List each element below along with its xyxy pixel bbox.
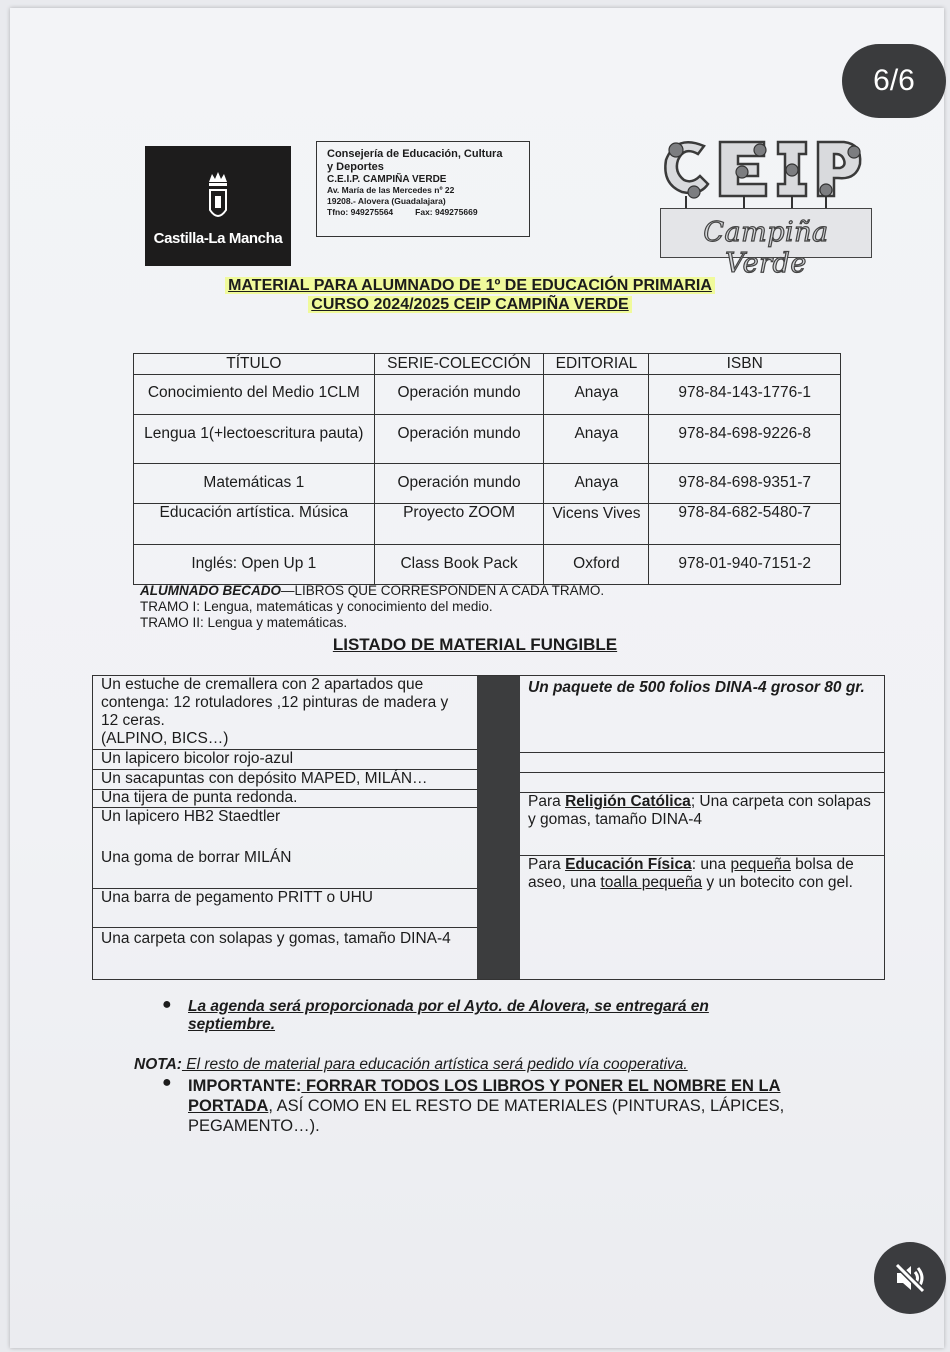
cell-isbn: 978-84-698-9226-8	[649, 415, 841, 464]
ceip-letters-graphic	[656, 132, 874, 212]
mute-button[interactable]	[874, 1242, 946, 1314]
tramo-2: TRAMO II: Lengua y matemáticas.	[140, 615, 348, 630]
list-item: (ALPINO, BICS…)	[93, 730, 477, 750]
becado-section	[140, 583, 604, 631]
castilla-la-mancha-logo	[145, 146, 291, 266]
becado-label: ALUMNADO BECADO	[140, 583, 281, 598]
list-item: Un lapicero HB2 Staedtler	[101, 808, 281, 825]
list-item-educacion-fisica: Para Educación Física: una pequeña bolsa de aseo, una toalla pequeña y un botecito con gel.	[528, 856, 854, 891]
list-item: Un sacapuntas con depósito MAPED, MILÁN…	[93, 770, 477, 790]
logo-text: Castilla-La Mancha	[153, 230, 283, 247]
speaker-muted-icon	[891, 1259, 929, 1297]
empty-cell	[520, 773, 884, 793]
nota-line: NOTA: El resto de material para educación artística será pedido vía cooperativa.	[134, 1056, 688, 1073]
cell-editorial: Anaya	[544, 375, 649, 415]
cell-editorial: Anaya	[544, 415, 649, 464]
document-title-line-2: CURSO 2024/2025 CEIP CAMPIÑA VERDE	[150, 295, 790, 314]
address-line-1: Consejería de Educación, Cultura	[327, 148, 503, 160]
school-name-logo-text: Campiña Verde	[703, 217, 829, 279]
fax: Fax: 949275669	[415, 207, 478, 217]
list-item: Una goma de borrar MILÁN	[93, 849, 477, 889]
list-item: Un lapicero bicolor rojo-azul	[93, 750, 477, 770]
cell-serie: Class Book Pack	[374, 545, 544, 585]
list-item: Una tijera de punta redonda.	[93, 790, 477, 808]
bullet-icon: ●	[162, 996, 172, 1013]
fungible-table	[92, 675, 885, 980]
tramo-1: TRAMO I: Lengua, matemáticas y conocimiento del medio.	[140, 599, 493, 614]
school-address-box	[316, 141, 530, 237]
empty-cell	[520, 753, 884, 773]
agenda-note: La agenda será proporcionada por el Ayto. de Alovera, se entregará en septiembre.	[188, 998, 709, 1033]
table-row	[134, 375, 841, 415]
column-divider	[477, 676, 520, 979]
address-line-5: 19208.- Alovera (Guadalajara)	[327, 196, 446, 206]
document-title-line-1: MATERIAL PARA ALUMNADO DE 1º DE EDUCACIÓN PRIMARIA	[150, 276, 790, 295]
col-header-isbn: ISBN	[649, 354, 841, 375]
cell-titulo: Educación artística. Música	[134, 504, 375, 545]
becado-text: —LIBROS QUE CORRESPONDEN A CADA TRAMO.	[281, 583, 605, 598]
phone: Tfno: 949275564	[327, 207, 394, 217]
cell-editorial: Anaya	[544, 464, 649, 504]
cell-serie: Proyecto ZOOM	[374, 504, 544, 545]
cell-serie: Operación mundo	[374, 415, 544, 464]
cell-titulo: Lengua 1(+lectoescritura pauta)	[134, 415, 375, 464]
list-item: Una carpeta con solapas y gomas, tamaño DINA-4	[101, 930, 451, 947]
cell-serie: Operación mundo	[374, 375, 544, 415]
col-header-serie: SERIE-COLECCIÓN	[374, 354, 544, 375]
cell-titulo: Conocimiento del Medio 1CLM	[134, 375, 375, 415]
table-row	[134, 415, 841, 464]
page-indicator: 6/6	[842, 44, 946, 118]
cell-editorial: Vicens Vives	[544, 504, 649, 545]
address-line-4: Av. María de las Mercedes nº 22	[327, 185, 455, 195]
cell-titulo: Matemáticas 1	[134, 464, 375, 504]
col-header-titulo: TÍTULO	[134, 354, 375, 375]
col-header-editorial: EDITORIAL	[544, 354, 649, 375]
table-header-row	[134, 354, 841, 375]
ceip-campina-verde-logo	[656, 132, 874, 279]
cell-titulo: Inglés: Open Up 1	[134, 545, 375, 585]
cell-isbn: 978-84-143-1776-1	[649, 375, 841, 415]
fungible-title: LISTADO DE MATERIAL FUNGIBLE	[332, 635, 618, 654]
list-item: Un estuche de cremallera con 2 apartados que contenga: 12 rotuladores ,12 pinturas de madera y 12 ceras.	[101, 676, 449, 729]
cell-editorial: Oxford	[544, 545, 649, 585]
coat-of-arms-icon	[203, 168, 233, 228]
list-item-folios: Un paquete de 500 folios DINA-4 grosor 80 gr.	[520, 676, 884, 753]
address-line-3: C.E.I.P. CAMPIÑA VERDE	[327, 174, 447, 185]
cell-isbn: 978-84-698-9351-7	[649, 464, 841, 504]
bullet-icon: ●	[162, 1074, 172, 1091]
importante-note: IMPORTANTE: FORRAR TODOS LOS LIBROS Y PONER EL NOMBRE EN LA PORTADA, ASÍ COMO EN EL RESTO DE MATERIALES (PINTURAS, LÁPICES, PEGAMENTO…).	[188, 1077, 785, 1135]
books-table	[133, 353, 841, 585]
school-name-plate	[660, 208, 872, 279]
cell-isbn: 978-01-940-7151-2	[649, 545, 841, 585]
cell-serie: Operación mundo	[374, 464, 544, 504]
table-row	[134, 545, 841, 585]
list-item: Una barra de pegamento PRITT o UHU	[93, 889, 477, 928]
list-item-religion: Para Religión Católica; Una carpeta con solapas y gomas, tamaño DINA-4	[520, 793, 884, 856]
address-line-2: y Deportes	[327, 161, 384, 173]
table-row	[134, 464, 841, 504]
cell-isbn: 978-84-682-5480-7	[649, 504, 841, 545]
table-row	[134, 504, 841, 545]
